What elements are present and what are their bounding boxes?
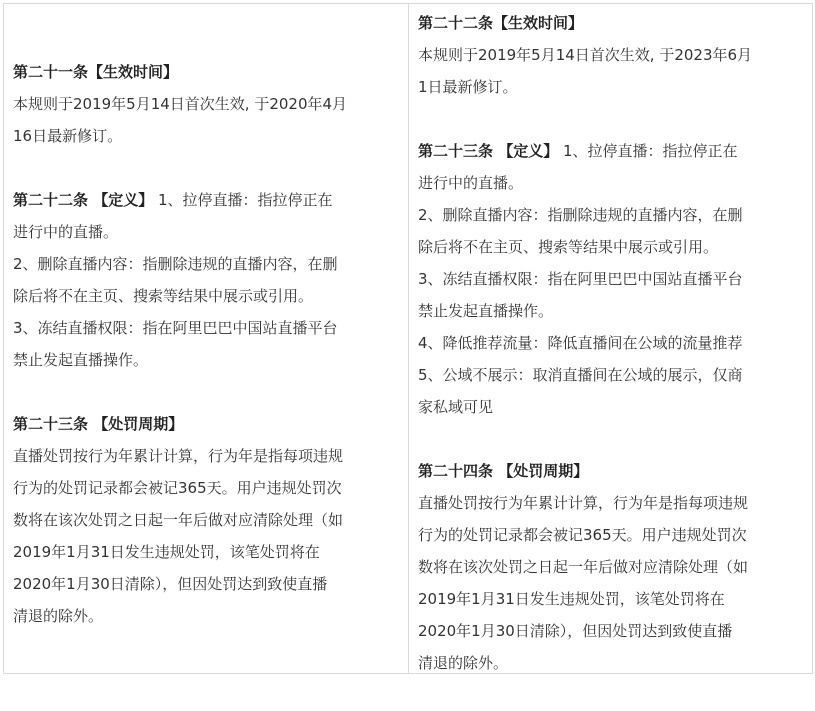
new-article-24-penalty-period [418,455,806,679]
article-line: 16日最新修订。 [13,127,123,145]
article-line: 4、降低推荐流量：降低直播间在公域的流量推荐 [418,334,743,352]
article-line: 2020年1月30日清除），但因处罚达到致使直播 [13,575,328,593]
new-article-23-definitions [418,135,806,423]
article-line: 行为的处罚记录都会被记365天。用户违规处罚次 [418,526,747,544]
article-heading: 第二十二条【生效时间】 [418,14,584,32]
article-line: 清退的除外。 [13,607,104,625]
article-line: 禁止发起直播操作。 [418,302,554,320]
article-line: 清退的除外。 [418,654,509,672]
article-line: 除后将不在主页、搜索等结果中展示或引用。 [418,238,719,256]
article-line: 2020年1月30日清除），但因处罚达到致使直播 [418,622,733,640]
article-line: 3、冻结直播权限：指在阿里巴巴中国站直播平台 [418,270,743,288]
article-line: 数将在该次处罚之日起一年后做对应清除处理（如 [418,558,749,576]
article-line: 行为的处罚记录都会被记365天。用户违规处罚次 [13,479,342,497]
new-version-column [409,4,812,673]
article-line: 本规则于2019年5月14日首次生效, 于2023年6月 [418,46,753,64]
new-version-content [418,7,806,711]
old-article-22-definitions [13,184,402,376]
article-line: 数将在该次处罚之日起一年后做对应清除处理（如 [13,511,344,529]
article-line: 直播处罚按行为年累计计算，行为年是指每项违规 [13,447,344,465]
article-line: 本规则于2019年5月14日首次生效, 于2020年4月 [13,95,348,113]
article-heading: 第二十三条 【处罚周期】 [13,415,184,433]
article-line: 2019年1月31日发生违规处罚，该笔处罚将在 [418,590,725,608]
article-heading-line [13,184,402,216]
article-line: 禁止发起直播操作。 [13,351,149,369]
article-line: 除后将不在主页、搜索等结果中展示或引用。 [13,287,314,305]
article-heading-tail: 1、拉停直播：指拉停正在 [153,191,333,209]
article-line: 2、删除直播内容：指删除违规的直播内容，在删 [13,255,338,273]
article-heading: 第二十二条 【定义】 [13,191,154,209]
new-article-22-effective-time [418,7,806,103]
article-line: 1日最新修订。 [418,78,518,96]
old-article-23-penalty-period [13,408,402,632]
article-line: 3、冻结直播权限：指在阿里巴巴中国站直播平台 [13,319,338,337]
article-line: 进行中的直播。 [418,174,524,192]
article-line: 家私域可见 [418,398,494,416]
article-heading-tail: 1、拉停直播：指拉停正在 [558,142,738,160]
article-heading: 第二十三条 【定义】 [418,142,559,160]
rules-comparison-table [3,3,813,674]
old-article-21-effective-time [13,56,402,152]
article-line: 直播处罚按行为年累计计算，行为年是指每项违规 [418,494,749,512]
article-heading: 第二十四条 【处罚周期】 [418,462,589,480]
article-line: 5、公域不展示：取消直播间在公域的展示，仅商 [418,366,743,384]
article-heading-line [418,135,806,167]
article-heading: 第二十一条【生效时间】 [13,63,179,81]
old-version-column [4,4,409,673]
article-line: 2019年1月31日发生违规处罚，该笔处罚将在 [13,543,320,561]
old-version-content [13,56,402,664]
article-line: 2、删除直播内容：指删除违规的直播内容，在删 [418,206,743,224]
article-line: 进行中的直播。 [13,223,119,241]
